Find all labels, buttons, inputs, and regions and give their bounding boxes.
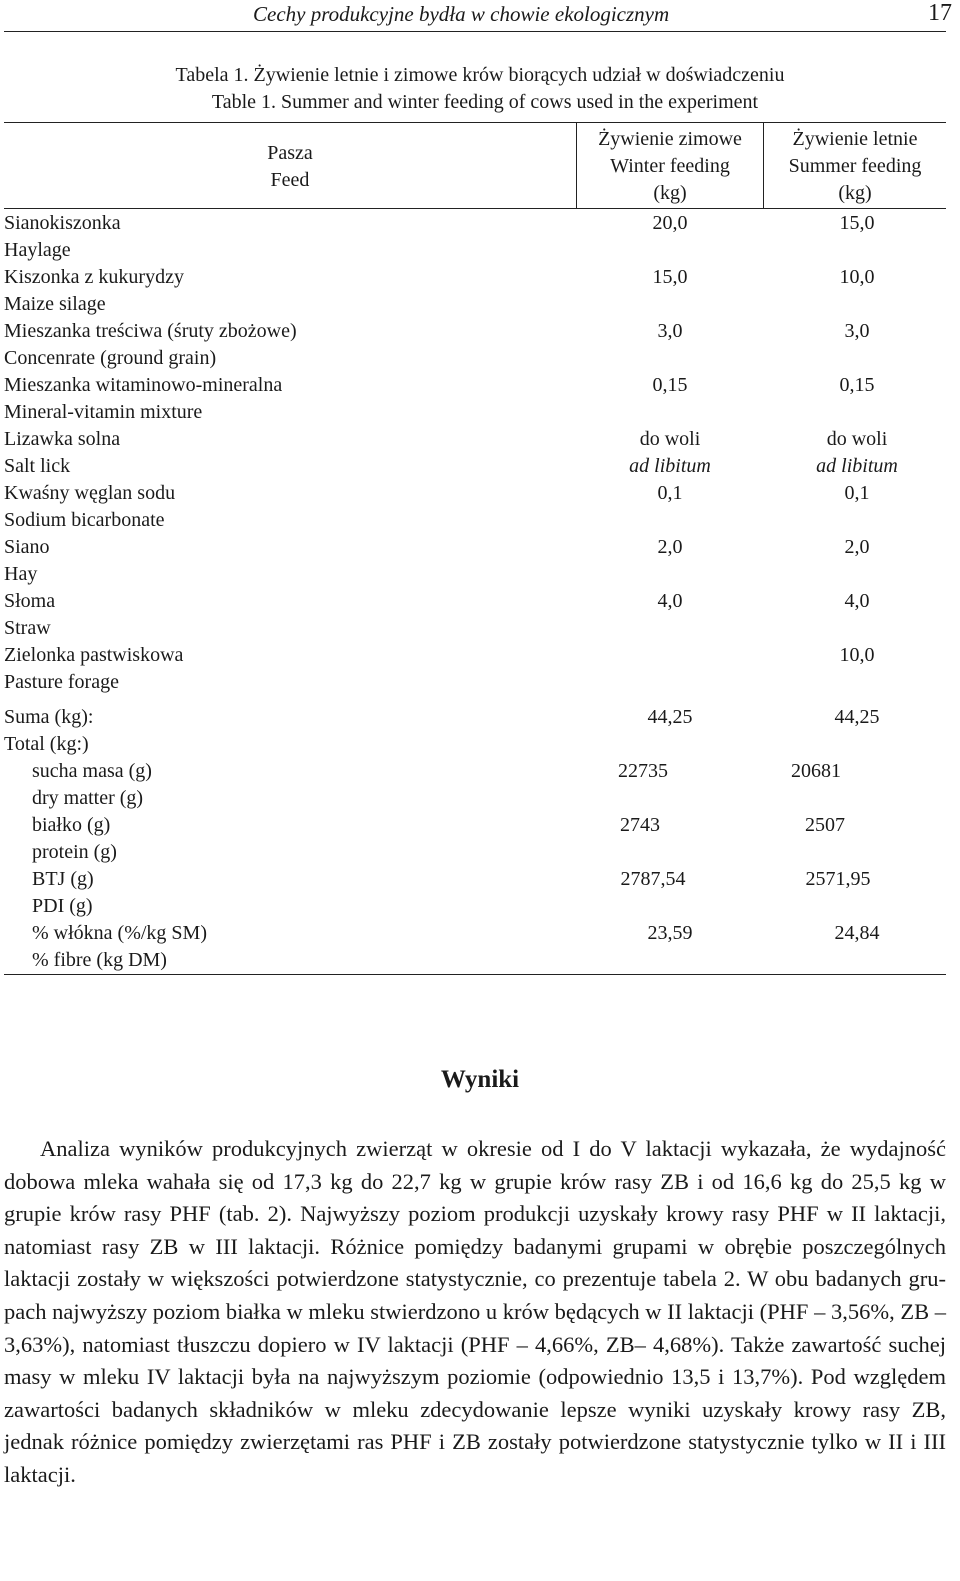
row-label-pl: sucha masa (g) [32, 760, 152, 782]
winter-value: 4,0 [657, 590, 683, 612]
header-winter-en: Winter feeding [610, 155, 730, 177]
row-label-en: Sodium bicarbonate [4, 509, 165, 531]
row-label-en: Concenrate (ground grain) [4, 347, 217, 369]
winter-value: do woli [639, 428, 701, 450]
summer-value: 15,0 [839, 212, 875, 234]
row-label-pl: Suma (kg): [4, 706, 94, 728]
header-feed [190, 140, 390, 194]
header-rule [4, 208, 946, 209]
summer-value: 20681 [791, 760, 841, 782]
summer-value-en: ad libitum [816, 455, 898, 477]
winter-value: 44,25 [647, 706, 693, 728]
row-label-en: Mineral-vitamin mixture [4, 401, 203, 423]
row-label-en: % fibre (kg DM) [32, 949, 167, 971]
row-label-pl: Kwaśny węglan sodu [4, 482, 176, 504]
header-winter-pl: Żywienie zimowe [598, 128, 742, 150]
summer-value: 24,84 [834, 922, 880, 944]
row-label-en: Salt lick [4, 455, 71, 477]
row-label-en: Straw [4, 617, 51, 639]
winter-value: 20,0 [652, 212, 688, 234]
summer-value: 3,0 [844, 320, 870, 342]
summer-value: 2507 [805, 814, 845, 836]
row-label-pl: Lizawka solna [4, 428, 121, 450]
row-label-pl: Mieszanka witaminowo-mineralna [4, 374, 283, 396]
winter-value: 15,0 [652, 266, 688, 288]
header-winter-unit: (kg) [653, 182, 687, 204]
header-rule [4, 31, 946, 32]
row-label-pl: Siano [4, 536, 50, 558]
page-number: 17 [928, 0, 952, 26]
row-label-pl: Kiszonka z kukurydzy [4, 266, 184, 288]
winter-value: 2,0 [657, 536, 683, 558]
row-label-en: Hay [4, 563, 38, 585]
row-label-en: PDI (g) [32, 895, 93, 917]
header-feed-en: Feed [270, 169, 310, 191]
row-label-pl: Zielonka pastwiskowa [4, 644, 184, 666]
summer-value: 44,25 [834, 706, 880, 728]
header-summer-pl: Żywienie letnie [792, 128, 918, 150]
winter-value: 2743 [620, 814, 660, 836]
results-paragraph: Analiza wyników produkcyjnych zwierząt w okresie od I do V laktacji wykazała, że wydajność dobowa mleka wahała się od 17,3 kg do 22,7 kg w grupie krów rasy ZB i od 16,6 kg do 25,5 kg w grupie krów rasy PHF (tab. 2). Najwyższy poziom produkcji uzyskały krowy rasy PHF w II laktacji, natomiast rasy ZB w III laktacji. Różnice pomiędzy badanymi grupami w obrębie poszczególnych laktacji zostały w większości potwierdzone statystycznie, co prezentuje tabela 2. W obu badanych grupach najwyższy poziom białka w mleku stwierdzono u krów będących w II laktacji (PHF – 3,56%, ZB – 3,63%), natomiast tłuszczu dopiero w IV laktacji (PHF – 4,66%, ZB– 4,68%). Także zawartość suchej masy w mleku IV laktacji była na najwyższym poziomie (odpowiednio 13,5 i 13,7%). Pod względem zawartości badanych składników w mleku zdecydowanie lepsze wyniki uzyskały krowy rasy ZB, jednak różnice pomiędzy zwierzętami ras PHF i ZB zostały potwierdzone statystycznie tylko w II i III laktacji. [4, 1136, 946, 1487]
row-label-pl: % włókna (%/kg SM) [32, 922, 207, 944]
summer-value: 0,15 [839, 374, 875, 396]
section-title: Wyniki [440, 1066, 520, 1093]
winter-value-en: ad libitum [629, 455, 711, 477]
summer-value: 10,0 [839, 644, 875, 666]
header-feed-pl: Pasza [267, 142, 313, 164]
summer-value: 2571,95 [805, 868, 871, 890]
summer-value: do woli [826, 428, 888, 450]
winter-value: 2787,54 [620, 868, 686, 890]
winter-value: 23,59 [647, 922, 693, 944]
row-label-pl: białko (g) [32, 814, 111, 836]
row-label-pl: Mieszanka treściwa (śruty zbożowe) [4, 320, 297, 342]
winter-value: 3,0 [657, 320, 683, 342]
row-label-en: dry matter (g) [32, 787, 144, 809]
header-summer [764, 126, 946, 207]
header-winter [577, 126, 763, 207]
row-label-en: Maize silage [4, 293, 106, 315]
row-label-en: Total (kg:) [4, 733, 89, 755]
summer-value: 2,0 [844, 536, 870, 558]
header-summer-unit: (kg) [838, 182, 872, 204]
summer-value: 0,1 [844, 482, 870, 504]
row-label-pl: BTJ (g) [32, 868, 94, 890]
table-caption-en: Table 1. Summer and winter feeding of cows used in the experiment [211, 91, 759, 113]
table-caption-pl: Tabela 1. Żywienie letnie i zimowe krów biorących udział w doświadczeniu [175, 64, 785, 86]
summer-value: 4,0 [844, 590, 870, 612]
row-label-pl: Sianokiszonka [4, 212, 121, 234]
winter-value: 0,15 [652, 374, 688, 396]
page-header [0, 0, 960, 30]
row-label-en: Pasture forage [4, 671, 119, 693]
summer-value: 10,0 [839, 266, 875, 288]
row-label-en: protein (g) [32, 841, 117, 863]
row-label-pl: Słoma [4, 590, 56, 612]
running-title: Cechy produkcyjne bydła w chowie ekologicznym [253, 2, 670, 26]
table-top-rule [4, 122, 946, 123]
row-label-en: Haylage [4, 239, 71, 261]
table-bottom-rule [4, 974, 946, 975]
winter-value: 22735 [618, 760, 668, 782]
winter-value: 0,1 [657, 482, 683, 504]
header-summer-en: Summer feeding [788, 155, 922, 177]
